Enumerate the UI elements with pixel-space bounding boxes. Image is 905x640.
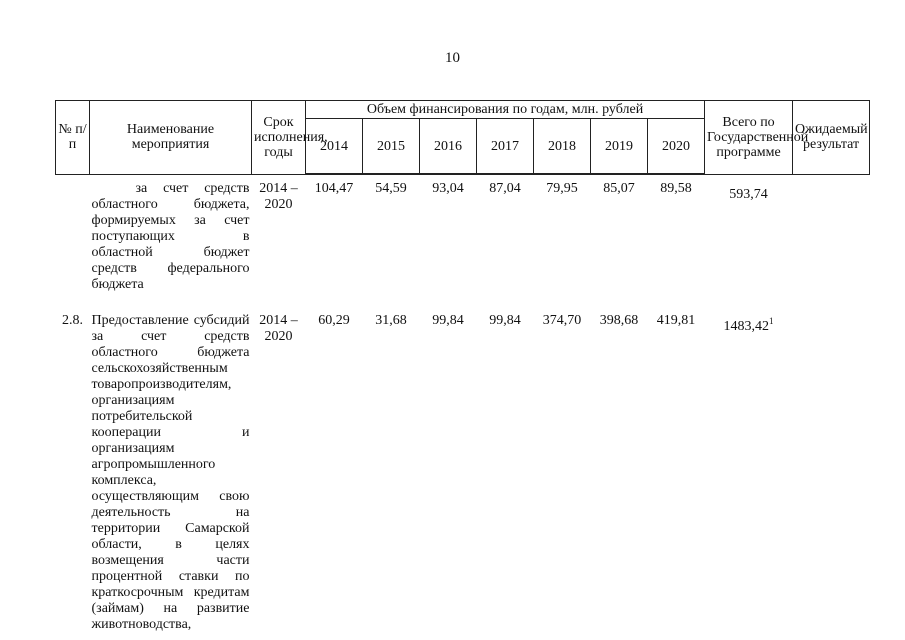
header-year: 2015 bbox=[363, 119, 420, 175]
row-description: за счет средств областного бюджета, формируемых за счет поступающих в областной бюджет средств федерального бюджета bbox=[91, 180, 250, 292]
header-year: 2017 bbox=[477, 119, 534, 175]
header-result: Ожидаемый результат bbox=[793, 101, 870, 175]
row-value: 374,70 bbox=[542, 312, 582, 328]
row-value: 99,84 bbox=[489, 312, 521, 328]
row-value: 398,68 bbox=[599, 312, 639, 328]
row-total-footnote: 1 bbox=[769, 315, 774, 326]
header-funding: Объем финансирования по годам, млн. рублей bbox=[306, 101, 705, 119]
row-total-value: 593,74 bbox=[729, 186, 768, 202]
row-number bbox=[56, 174, 90, 297]
row-description: Предоставление субсидий за счет средств областного бюджета сельскохозяйственным товаропроизводителям, организациям потребительской кооперации и организациям агропромышленного комплекса, осуществляющим свою деятельность на территории Самарской области, в целях возмещения части процентной ставки по краткосрочным кредитам (займам) на развитие животноводства, bbox=[91, 312, 250, 632]
table-row bbox=[56, 297, 870, 633]
header-year: 2016 bbox=[420, 119, 477, 175]
row-value: 419,81 bbox=[656, 312, 696, 328]
funding-table bbox=[55, 100, 870, 633]
row-total-value: 1483,42 bbox=[723, 318, 770, 334]
header-num: № п/п bbox=[56, 101, 90, 175]
header-year: 2014 bbox=[306, 119, 363, 175]
table-row bbox=[56, 174, 870, 297]
row-value: 60,29 bbox=[318, 312, 350, 328]
header-year: 2020 bbox=[648, 119, 705, 175]
row-total bbox=[705, 297, 793, 633]
header-year: 2018 bbox=[534, 119, 591, 175]
row-value: 87,04 bbox=[489, 181, 521, 196]
row-result bbox=[793, 297, 870, 633]
row-term: 2014 – 2020 bbox=[259, 312, 298, 344]
row-number: 2.8. bbox=[62, 312, 83, 328]
row-term: 2014 – 2020 bbox=[259, 180, 298, 212]
row-result bbox=[793, 174, 870, 297]
row-value: 79,95 bbox=[546, 181, 578, 196]
row-value: 85,07 bbox=[603, 181, 635, 196]
row-value: 93,04 bbox=[432, 181, 464, 196]
row-value: 89,58 bbox=[660, 181, 692, 196]
header-row-top bbox=[56, 101, 870, 119]
row-total bbox=[705, 174, 793, 297]
header-name: Наименование мероприятия bbox=[90, 101, 252, 175]
header-total: Всего по Государственной программе bbox=[705, 101, 793, 175]
row-value: 104,47 bbox=[314, 181, 354, 196]
row-value: 99,84 bbox=[432, 312, 464, 328]
row-value: 54,59 bbox=[375, 181, 407, 196]
row-value: 31,68 bbox=[375, 312, 407, 328]
page-number: 10 bbox=[445, 50, 460, 66]
header-year: 2019 bbox=[591, 119, 648, 175]
header-term: Срок исполнения, годы bbox=[252, 101, 306, 175]
